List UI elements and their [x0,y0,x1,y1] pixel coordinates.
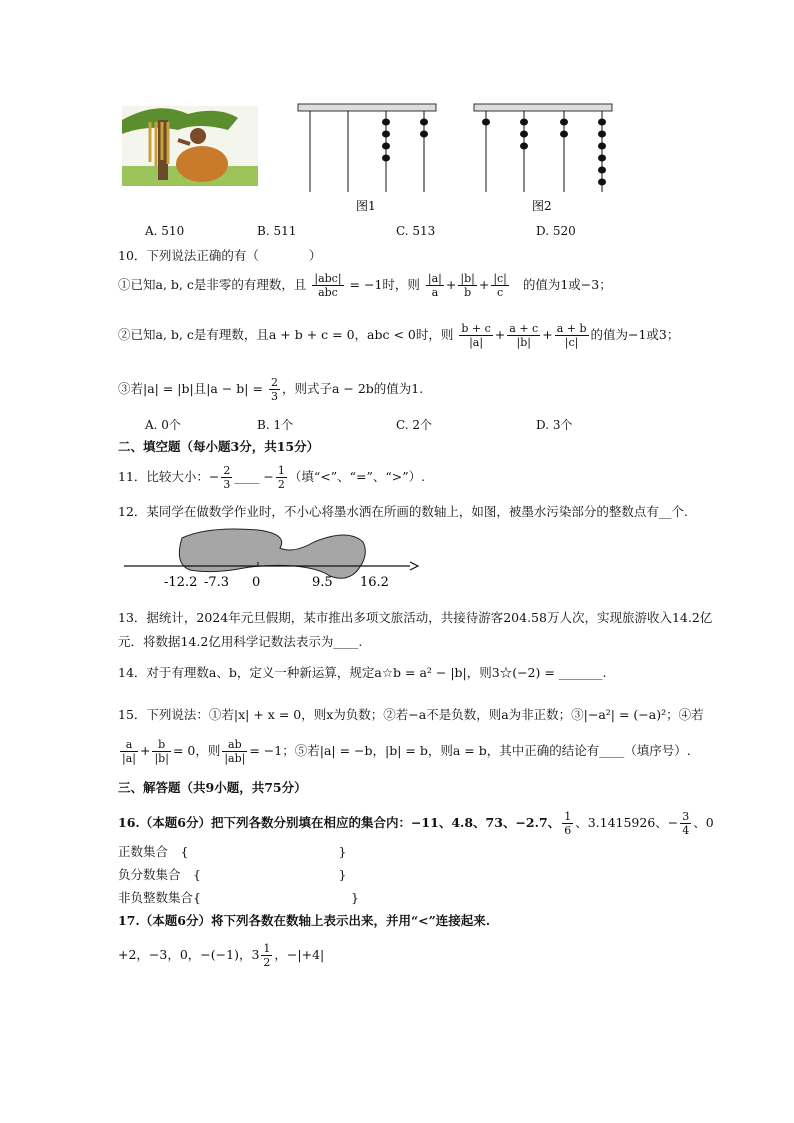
q17-stem: 17.（本题6分）将下列各数在数轴上表示出来，并用“<”连接起来. [118,913,491,928]
q11: 11．比较大小：− $\frac{2}{3}$ ____ − $\frac{1}{2}$ （填“<”、“=”、“>”）. [118,464,426,491]
q17-numbers: +2，−3，0，−(−1)，3 $\frac{1}{2}$ ，−|+4| [118,942,325,969]
nonnegative-integer-set: 非负整数集合{ } [118,890,359,905]
q10-stem: 10．下列说法正确的有（ ） [118,248,322,263]
q13-line2: 元．将数据14.2亿用科学记数法表示为____. [118,634,363,649]
q9-option-b: B. 511 [257,224,297,238]
tick-label: 0 [252,575,261,590]
q13-line1: 13．据统计，2024年元旦假期，某市推出多项文旅活动，共接待游客204.58万人次，实现旅游收入14.2亿 [118,610,713,625]
section-2-title: 二、填空题（每小题3分，共15分） [118,439,320,454]
q12-text: 12．某同学在做数学作业时，不小心将墨水洒在所画的数轴上，如图，被墨水污染部分的整数点有__个. [118,504,688,519]
q15-line2: $\frac{a}{|a|}$ + $\frac{b}{|b|}$ = 0，则 $\frac{ab}{|ab|}$ = −1；⑤若|a| = −b，|b| = b，则a = b，其中正确的结论有____（填序号）. [122,738,691,765]
q10-option-d: D. 3个 [536,418,573,432]
abacus-figures [118,100,618,218]
q10-statement-2: ②已知a, b, c是有理数，且a + b + c = 0，abc < 0时，则 $\frac{b + c}{|a|}$ + $\frac{a + c}{|b|}$ + $\frac{a + b}{|c|}$ 的值为−1或3； [118,322,680,349]
figure-2-ropes [474,104,612,192]
knotted-rope-picture [122,106,258,186]
q16-stem: 16.（本题6分）把下列各数分别填在相应的集合内：−11、4.8、73、−2.7、 $\frac{1}{6}$ 、3.1415926、− $\frac{3}{4}$ 、0 [118,810,714,837]
q15-line1: 15．下列说法：①若|x| + x = 0，则x为负数；②若−a不是负数，则a为非正数；③|−a²| = (−a)²；④若 [118,707,704,722]
negative-fraction-set: 负分数集合 { } [118,867,347,882]
q10-option-b: B. 1个 [257,418,294,432]
q9-option-c: C. 513 [396,224,436,238]
q10-statement-1: ①已知a, b, c是非零的有理数，且 $\frac{\text{|abc|}}{\text{abc}}$ = −1时，则 $\frac{|a|}{a}$ + $\frac{|b|}{b}$ + $\frac{|c|}{c}$ 的值为1或−3； [118,272,612,299]
figure-1-label: 图1 [356,199,376,213]
q10-option-c: C. 2个 [396,418,433,432]
figure-2-label: 图2 [532,199,552,213]
tick-label: 9.5 [312,575,333,590]
q10-option-a: A. 0个 [145,418,181,432]
ink-number-line [118,524,428,592]
positive-set: 正数集合 { } [118,844,347,859]
tick-label: 16.2 [360,575,389,590]
figure-1-ropes [298,104,436,192]
tick-label: -7.3 [204,575,230,590]
q14-text: 14．对于有理数a、b，定义一种新运算，规定a☆b = a² − |b|，则3☆(−2) = _______. [118,665,607,680]
section-3-title: 三、解答题（共9小题，共75分） [118,780,307,795]
q10-statement-3: ③若|a| = |b|且|a − b| = $\frac{2}{3}$ ，则式子a − 2b的值为1. [118,376,424,403]
axis-arrow [410,562,418,570]
q9-option-a: A. 510 [145,224,185,238]
ink-stain [179,529,365,578]
tick-label: -12.2 [164,575,198,590]
q9-option-d: D. 520 [536,224,576,238]
